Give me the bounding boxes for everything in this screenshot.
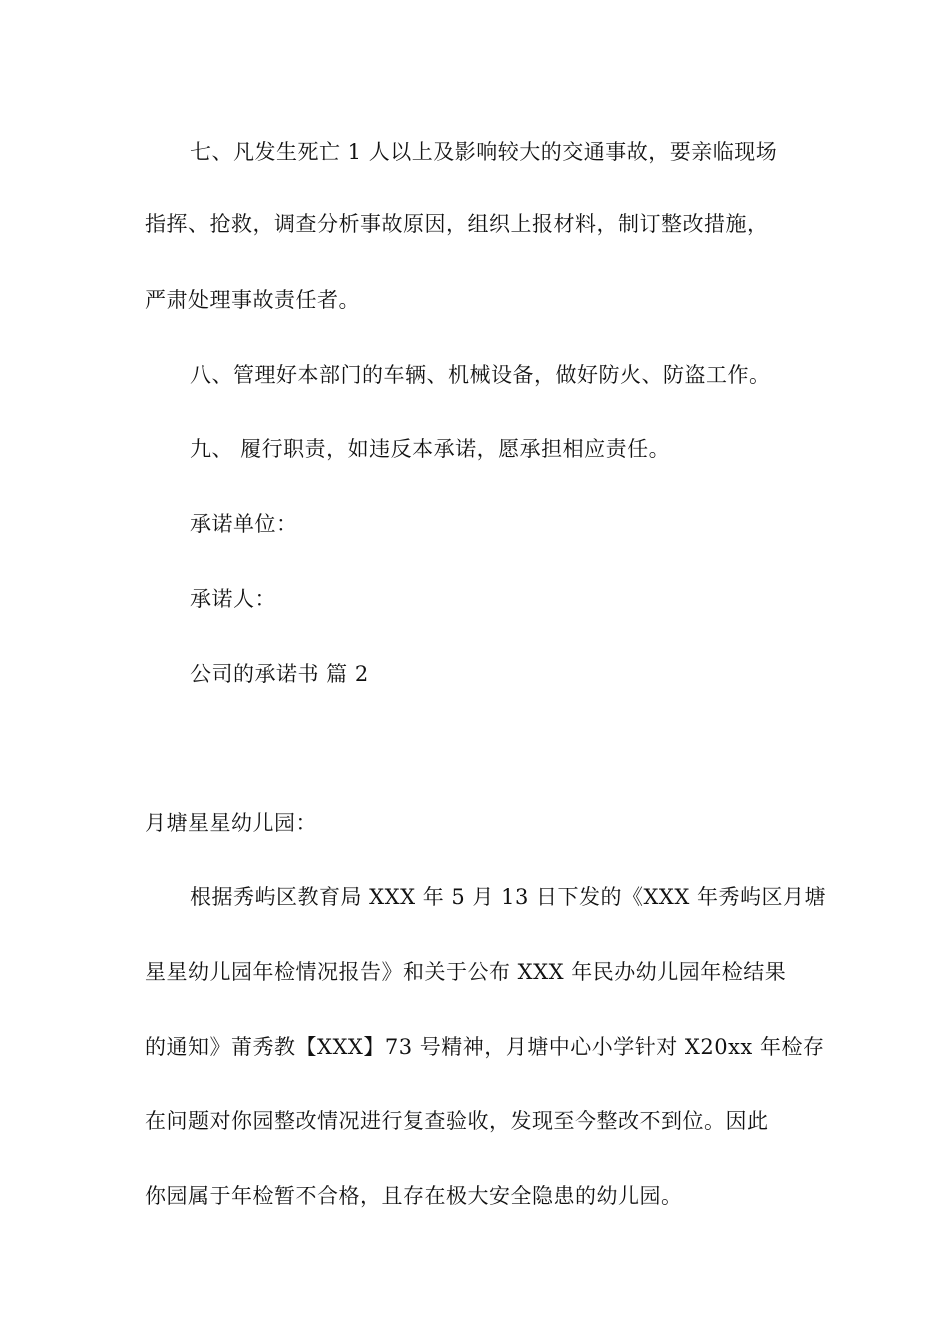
signature-unit-label: 承诺单位： xyxy=(190,512,298,536)
paragraph-line: 的通知》莆秀教【XXX】73 号精神，月塘中心小学针对 X20xx 年检存 xyxy=(145,1035,825,1059)
signature-person-label: 承诺人： xyxy=(190,587,276,611)
paragraph-line: 星星幼儿园年检情况报告》和关于公布 XXX 年民办幼儿园年检结果 xyxy=(145,960,787,984)
paragraph-line: 根据秀屿区教育局 XXX 年 5 月 13 日下发的《XXX 年秀屿区月塘 xyxy=(190,885,827,909)
paragraph-line: 严肃处理事故责任者。 xyxy=(145,288,360,312)
paragraph-line: 在问题对你园整改情况进行复查验收，发现至今整改不到位。因此 xyxy=(145,1109,769,1133)
paragraph-line: 八、管理好本部门的车辆、机械设备，做好防火、防盗工作。 xyxy=(190,363,771,387)
salutation: 月塘星星幼儿园： xyxy=(145,811,317,835)
paragraph-line: 指挥、抢救，调查分析事故原因，组织上报材料，制订整改措施， xyxy=(145,212,769,236)
section-heading: 公司的承诺书 篇 2 xyxy=(190,662,369,686)
paragraph-line: 七、凡发生死亡 1 人以上及影响较大的交通事故，要亲临现场 xyxy=(190,140,778,164)
paragraph-line: 你园属于年检暂不合格，且存在极大安全隐患的幼儿园。 xyxy=(145,1184,683,1208)
paragraph-line: 九、 履行职责，如违反本承诺，愿承担相应责任。 xyxy=(190,437,671,461)
